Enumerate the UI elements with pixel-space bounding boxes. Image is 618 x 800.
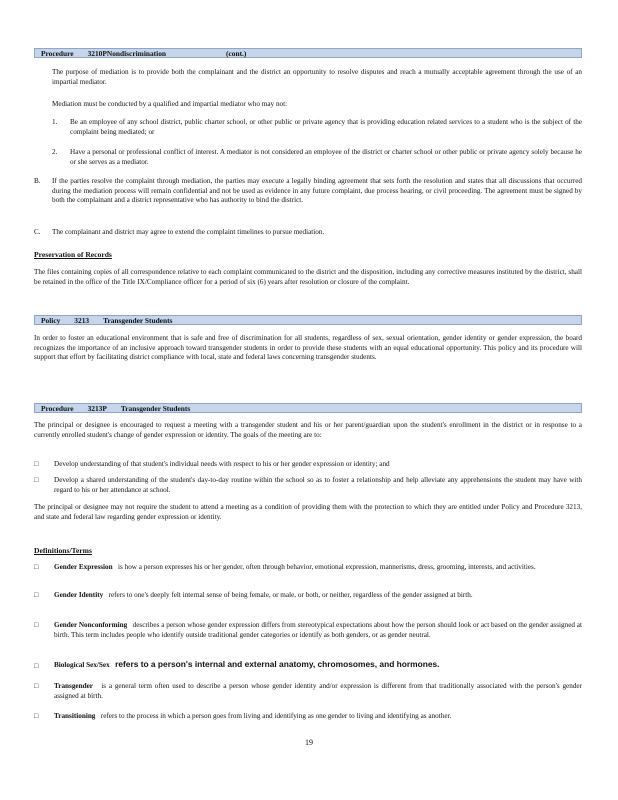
checkbox-bullet-icon: □ [34,682,39,690]
mediation-item-number: 1. [52,118,58,126]
procedure-label: Procedure [41,49,74,58]
term-text: refers to a person's internal and external anatomy, chromosomes, and hormones. [115,659,440,669]
procedure-3213p-intro: The principal or designee is encouraged to request a meeting with a transgender student and his or her parent/guardian upon the student's enrollment in the district or in response to a currently enrolled student's change of gender expression or identity. The goals of the meeting are to: [34,421,582,439]
procedure-header-bar [34,48,582,58]
term-definition [54,660,582,671]
term-text: is a general term often used to describe a person whose gender identity and/or expression is different from that traditionally associated with the person's gender assigned at birth. [54,682,583,700]
checkbox-bullet-icon: □ [34,621,39,629]
policy-code: 3213 [74,316,90,325]
checkbox-bullet-icon: □ [34,563,39,571]
term-definition [54,621,582,640]
mediation-b-letter: B. [34,177,41,185]
term-text: describes a person whose gender expression differs from stereotypical expectations about how the person should look or act based on the gender assigned at birth. This term includes people who identify outside traditional gender categories or identify as both genders, or as gender neutral. [54,621,582,639]
mediation-b-text: If the parties resolve the complaint through mediation, the parties may execute a legally binding agreement that sets forth the resolution and states that all discussions that occurred during the mediation process will remain confidential and not be used as evidence in any future complaint, due process hearing, or civil proceeding. The agreement must be signed by both the complainant and a district representative who has authority to bind the district. [52,177,582,205]
records-heading: Preservation of Records [34,250,112,259]
term-definition [54,712,582,722]
mediation-paragraph-2: Mediation must be conducted by a qualified and impartial mediator who may not: [52,100,288,108]
checkbox-bullet-icon: □ [34,662,39,670]
policy-title: Transgender Students [103,316,173,325]
mediation-c-letter: C. [34,228,41,236]
term-name: Transitioning [54,712,96,720]
checkbox-bullet-icon: □ [34,712,39,720]
mediation-item-text: Be an employee of any school district, public charter school, or other public or private agency that is providing education related services to a student who is the subject of the complaint being mediated; or [70,118,582,136]
checkbox-bullet-icon: □ [34,460,39,468]
policy-paragraph: In order to foster an educational environment that is safe and free of discrimination for all students, regardless of sex, sexual orientation, gender identity or gender expression, the board recognizes the importance of an inclusive approach toward transgender students in order to provide these students with an equal educational opportunity. This policy and its procedure will support that effort by facilitating district compliance with local, state and federal laws concerning transgender students. [34,334,582,362]
procedure-3213p-code: 3213P [87,404,107,413]
procedure-3213p-header-bar [34,403,582,413]
term-name: Gender Expression [54,563,113,571]
terms-heading: Definitions/Terms [34,546,92,555]
term-name: Gender Nonconforming [54,621,128,629]
term-text: refers to the process in which a person goes from living and identifying as one gender to living and identifying as another. [100,712,452,720]
mediation-c-text: The complainant and district may agree to extend the complaint timelines to pursue mediation. [52,228,325,236]
page-number: 19 [305,738,313,747]
checkbox-bullet-icon: □ [34,591,39,599]
checkbox-bullet-icon: □ [34,476,39,484]
term-name: Gender Identity [54,591,104,599]
procedure-code: 3210P [87,49,107,58]
records-paragraph: The files containing copies of all correspondence relative to each complaint communicated to the district and the disposition, including any corrective measures instituted by the district, shall be retained in the office of the Title IX/Compliance officer for a period of six (6) years after resolution or closure of the complaint. [34,268,582,286]
policy-label: Policy [41,316,61,325]
mediation-item-text: Have a personal or professional conflict of interest. A mediator is not considered an employee of the district or charter school or other public or private agency solely because he or she serves as a mediator. [70,148,582,166]
procedure-3213p-after: The principal or designee may not require the student to attend a meeting as a condition of providing them with the protection to which they are entitled under Policy and Procedure 3213, and state and federal law regarding gender expression or identity. [34,503,582,521]
policy-header-bar [34,315,582,325]
term-text: is how a person expresses his or her gender, often through behavior, emotional expression, mannerisms, dress, grooming, interests, and activities. [118,563,536,571]
procedure-title: Nondiscrimination [106,49,167,58]
mediation-item-number: 2. [52,148,58,156]
term-definition [54,682,582,701]
procedure-cont: (cont.) [226,49,247,58]
goal-item: Develop a shared understanding of the student's day-to-day routine within the school so as to foster a relationship and help alleviate any apprehensions the student may have with regard to his or her attendance at school. [54,476,582,494]
term-name: Transgender [54,682,93,690]
procedure-3213p-label: Procedure [41,404,74,413]
procedure-3213p-title: Transgender Students [120,404,191,413]
mediation-paragraph-1: The purpose of mediation is to provide both the complainant and the district an opportunity to resolve disputes and reach a mutually acceptable agreement through the use of an impartial mediator. [52,68,582,86]
term-name: Biological Sex/Sex [54,661,110,669]
term-definition [54,563,582,573]
goal-item: Develop understanding of that student's individual needs with respect to his or her gender expression or identity; and [54,460,390,468]
term-definition [54,591,582,601]
term-text: refers to one's deeply felt internal sense of being female, or male, or both, or neither, regardless of the gender assigned at birth. [108,591,473,599]
